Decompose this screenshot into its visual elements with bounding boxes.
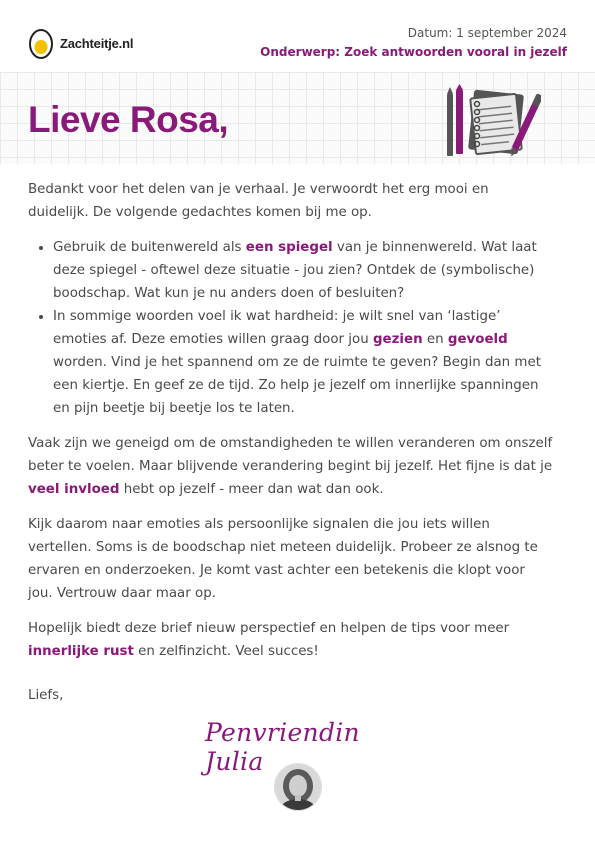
paragraph-perspectief: Hopelijk biedt deze brief nieuw perspectief en helpen de tips voor meer innerlijke rust en zelfinzicht. Veel succes! — [28, 621, 510, 659]
paragraph-verandering: Vaak zijn we geneigd om de omstandigheden te willen veranderen om onszelf beter te voelen. Maar blijvende verandering begint bij jezelf. Het fijne is dat je veel invloed hebt op jezelf - meer dan wat dan ook. — [28, 436, 553, 497]
tips-list — [28, 236, 553, 420]
notebook-pencils-illustration — [443, 84, 541, 164]
avatar-photo — [275, 764, 321, 810]
highlight-gezien: gezien — [372, 332, 423, 347]
signature: Penvriendin Julia — [205, 718, 360, 776]
list-item: • In sommige woorden voel ik wat hardheid: je wilt snel van ‘lastige’ emoties af. Deze emoties willen graag door jou gezien en gevoeld worden. Vind je het spannend om ze de ruimte te geven? Begin dan met een kiertje. En geef ze de tijd. Zo help je jezelf om innerlijke spanningen en pijn beetje bij beetje los te laten. — [53, 305, 553, 420]
list-item: • Gebruik de buitenwereld als een spiegel van je binnenwereld. Wat laat deze spiegel - oftewel deze situatie - jou zien? Ontdek de (symbolische) boodschap. Wat kun je nu anders doen of besluiten? — [53, 236, 553, 305]
intro-paragraph: Bedankt voor het delen van je verhaal. Je verwoordt het erg mooi en duidelijk. De volgende gedachtes komen bij me op. — [28, 182, 489, 220]
highlight-een-spiegel: een spiegel — [245, 240, 333, 255]
closing-text: Liefs, — [28, 688, 64, 703]
highlight-innerlijke-rust: innerlijke rust — [28, 644, 134, 659]
highlight-veel-invloed: veel invloed — [28, 482, 120, 497]
brand-name: Zachteitje.nl — [60, 35, 134, 51]
letter-body — [28, 178, 553, 675]
letter-date: Datum: 1 september 2024 — [407, 26, 567, 40]
letter-header — [0, 0, 595, 72]
greeting-heading: Lieve Rosa, — [28, 99, 229, 140]
highlight-gevoeld: gevoeld — [447, 332, 508, 347]
avatar — [274, 763, 322, 811]
paragraph-emoties: Kijk daarom naar emoties als persoonlijke signalen die jou iets willen vertellen. Soms is de boodschap niet meteen duidelijk. Probeer ze alsnog te ervaren en onderzoeken. Je komt vast achter een betekenis die klopt voor jou. Vertrouw daar maar op. — [28, 517, 538, 601]
egg-logo-icon — [28, 27, 54, 59]
brand-logo[interactable] — [28, 27, 133, 59]
letter-subject: Onderwerp: Zoek antwoorden vooral in jezelf — [260, 45, 567, 59]
